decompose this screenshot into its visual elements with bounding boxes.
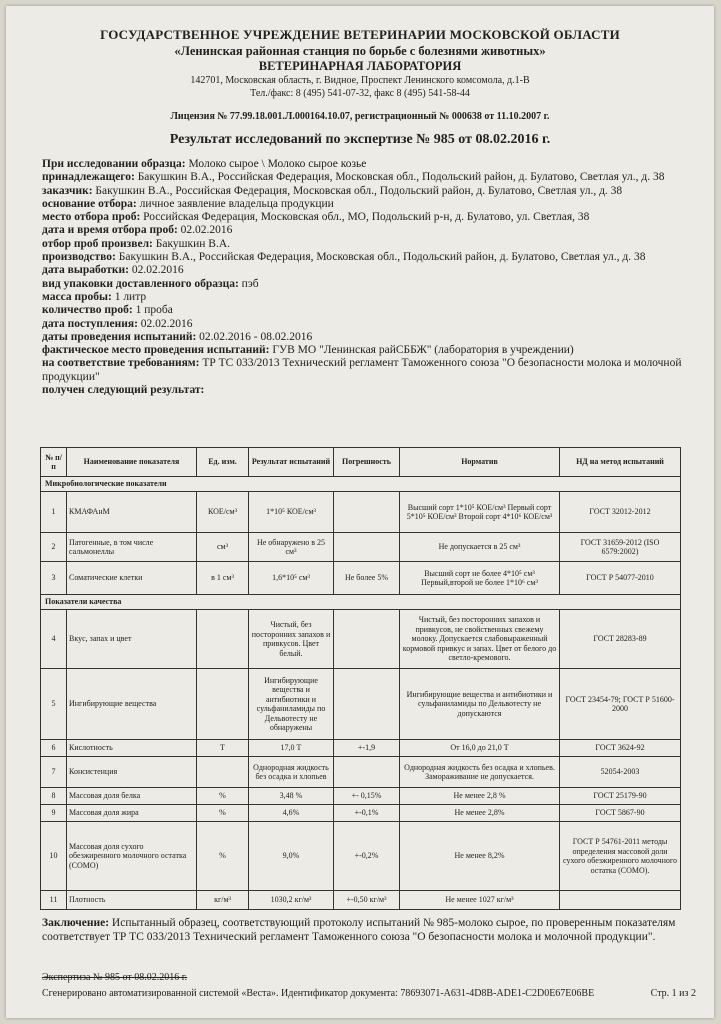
conclusion-text: Испытанный образец, соответствующий протоколу испытаний № 985-молоко сырое, по проверенным показателям соответствует ТР ТС 033/2013 Технический регламент Таможенного союза "О безопасности молока и молочной продукции". <box>42 917 676 943</box>
table-cell: 52054-2003 <box>560 757 681 788</box>
field-value: 02.02.2016 <box>177 224 233 237</box>
field-label: принадлежащего: <box>42 171 135 184</box>
field-value: Российская Федерация, Московская обл., МО, Подольский р-н, д. Булатово, ул. Светлая, 38 <box>140 211 590 224</box>
table-row <box>41 610 681 669</box>
table-row <box>41 533 681 562</box>
station-name: «Ленинская районная станция по борьбе с болезнями животных» <box>174 44 546 58</box>
field-row <box>42 278 690 291</box>
table-cell: От 16,0 до 21,0 Т <box>400 740 560 757</box>
table-cell: Ингибирующие вещества <box>67 669 197 740</box>
table-cell: Патогенные, в том числе сальмонеллы <box>67 533 197 562</box>
field-value: Бакушкин В.А., Российская Федерация, Московская обл., Подольский район, д. Булатово, Светлая ул., д. 38 <box>134 171 665 184</box>
license: Лицензия № 77.99.18.001.Л.000164.10.07, регистрационный № 000638 от 11.10.2007 г. <box>170 111 550 122</box>
column-header: Наименование показателя <box>67 448 197 477</box>
field-value: 02.02.2016 <box>128 264 184 277</box>
lab-name: ВЕТЕРИНАРНАЯ ЛАБОРАТОРИЯ <box>258 59 462 73</box>
expertise-ref: Экспертиза № 985 от 08.02.2016 г. <box>42 972 188 983</box>
field-label: фактическое место проведения испытаний: <box>42 344 270 357</box>
field-row <box>42 158 690 171</box>
table-cell: Вкус, запах и цвет <box>67 610 197 669</box>
table-row <box>41 822 681 891</box>
table-cell: Однородная жидкость без осадка и хлопьев. Замораживание не допускается. <box>400 757 560 788</box>
table-row <box>41 757 681 788</box>
results-table <box>40 447 681 910</box>
field-label: количество проб: <box>42 304 133 317</box>
field-row <box>42 264 690 277</box>
column-header: Ед. изм. <box>197 448 249 477</box>
table-cell: ГОСТ 3624-92 <box>560 740 681 757</box>
table-cell: 3,48 % <box>249 788 334 805</box>
table-cell: % <box>197 822 249 891</box>
table-cell: Высший сорт не более 4*10⁵ см³ Первый,второй не более 1*10⁶ см³ <box>400 562 560 595</box>
field-label: место отбора проб: <box>42 211 141 224</box>
field-label: масса пробы: <box>42 290 112 303</box>
table-cell: Массовая доля жира <box>67 805 197 822</box>
page-number: Стр. 1 из 2 <box>650 988 696 999</box>
table-cell: 9,0% <box>249 822 334 891</box>
field-row <box>42 211 690 224</box>
field-label: основание отбора: <box>42 197 137 210</box>
field-label: производство: <box>42 251 116 264</box>
section-row <box>41 477 681 492</box>
table-cell: 1,6*10⁵ см³ <box>249 562 334 595</box>
table-cell: Не менее 1027 кг/м³ <box>400 891 560 910</box>
column-header: № п/п <box>41 448 67 477</box>
table-cell: в 1 см³ <box>197 562 249 595</box>
table-cell <box>197 757 249 788</box>
table-cell <box>334 669 400 740</box>
table-cell: 4 <box>41 610 67 669</box>
table-cell: 17,0 Т <box>249 740 334 757</box>
table-cell: Не менее 2,8 % <box>400 788 560 805</box>
table-cell: 5 <box>41 669 67 740</box>
field-label: отбор проб произвел: <box>42 237 153 250</box>
table-cell: % <box>197 805 249 822</box>
column-header: Погрешность <box>334 448 400 477</box>
table-row <box>41 492 681 533</box>
table-cell: 11 <box>41 891 67 910</box>
field-value: Бакушкин В.А. <box>152 237 230 250</box>
table-cell: см³ <box>197 533 249 562</box>
table-cell: кг/м³ <box>197 891 249 910</box>
field-label: При исследовании образца: <box>42 158 186 170</box>
document-page <box>6 6 714 1018</box>
table-cell <box>334 492 400 533</box>
table-cell: КМАФАнМ <box>67 492 197 533</box>
table-cell: Т <box>197 740 249 757</box>
table-cell: +- 0,15% <box>334 788 400 805</box>
table-cell: Не менее 2,8% <box>400 805 560 822</box>
table-cell: ГОСТ 28283-89 <box>560 610 681 669</box>
field-row <box>42 224 690 237</box>
section-row <box>41 595 681 610</box>
field-row <box>42 291 690 304</box>
table-cell: +-1,9 <box>334 740 400 757</box>
table-cell: Не более 5% <box>334 562 400 595</box>
org-name: ГОСУДАРСТВЕННОЕ УЧРЕЖДЕНИЕ ВЕТЕРИНАРИИ МОСКОВСКОЙ ОБЛАСТИ <box>100 27 620 42</box>
section-title: Микробиологические показатели <box>41 477 681 492</box>
table-cell: Не менее 8,2% <box>400 822 560 891</box>
table-cell: ГОСТ 25179-90 <box>560 788 681 805</box>
field-label: вид упаковки доставленного образца: <box>42 277 239 290</box>
conclusion <box>42 916 687 944</box>
field-row <box>42 384 690 397</box>
field-row <box>42 171 690 184</box>
table-cell: 7 <box>41 757 67 788</box>
table-cell: ГОСТ 23454-79; ГОСТ Р 51600-2000 <box>560 669 681 740</box>
table-cell: ГОСТ Р 54761-2011 методы определения массовой доли сухого обезжиренного молочного остатка (СОМО). <box>560 822 681 891</box>
field-row <box>42 185 690 198</box>
field-row <box>42 304 690 317</box>
field-row <box>42 344 690 357</box>
table-cell: Кислотность <box>67 740 197 757</box>
column-header: Норматив <box>400 448 560 477</box>
table-cell: Ингибирующие вещества и антибиотики и сульфаниламиды по Дельвотесту не обнаружены <box>249 669 334 740</box>
field-value: личное заявление владельца продукции <box>136 197 334 210</box>
table-row <box>41 805 681 822</box>
table-cell: 8 <box>41 788 67 805</box>
table-cell: 3 <box>41 562 67 595</box>
generated-note: Сгенерировано автоматизированной системой «Веста». Идентификатор документа: 78693071-A631-4D8B-ADE1-C2D0E67E06BE <box>42 988 595 999</box>
field-label: заказчик: <box>42 184 93 197</box>
sample-info <box>42 158 690 397</box>
table-row <box>41 740 681 757</box>
table-cell: Однородная жидкость без осадка и хлопьев <box>249 757 334 788</box>
table-cell: 1030,2 кг/м³ <box>249 891 334 910</box>
document-title: Результат исследований по экспертизе № 985 от 08.02.2016 г. <box>169 132 551 147</box>
table-cell <box>560 891 681 910</box>
table-cell: Массовая доля белка <box>67 788 197 805</box>
field-row <box>42 251 690 264</box>
column-header: Результат испытаний <box>249 448 334 477</box>
field-value: Молоко сырое \ Молоко сырое козье <box>185 158 367 170</box>
field-value: 1 проба <box>132 304 173 317</box>
field-label: дата и время отбора проб: <box>42 224 178 237</box>
column-header: НД на метод испытаний <box>560 448 681 477</box>
table-cell: 1 <box>41 492 67 533</box>
table-cell: 9 <box>41 805 67 822</box>
table-cell: Консистенция <box>67 757 197 788</box>
table-cell: +-0,1% <box>334 805 400 822</box>
table-cell: Чистый, без посторонних запахов и привкусов. Цвет белый. <box>249 610 334 669</box>
table-cell: Высший сорт 1*10⁵ КОЕ/см³ Первый сорт 5*10⁵ КОЕ/см³ Второй сорт 4*10⁶ КОЕ/см³ <box>400 492 560 533</box>
field-label: дата поступления: <box>42 317 138 330</box>
phone: Тел./факс: 8 (495) 541-07-32, факс 8 (495) 541-58-44 <box>250 88 470 99</box>
field-value: Бакушкин В.А., Российская Федерация, Московская обл., Подольский район, д. Булатово, Светлая ул., д. 38 <box>115 251 646 264</box>
table-cell: 2 <box>41 533 67 562</box>
table-cell: Ингибирующие вещества и антибиотики и сульфаниламиды по Дельвотесту не допускаются <box>400 669 560 740</box>
field-label: даты проведения испытаний: <box>42 330 197 343</box>
field-row <box>42 331 690 344</box>
table-row <box>41 891 681 910</box>
table-cell: +-0,2% <box>334 822 400 891</box>
field-row <box>42 318 690 331</box>
section-title: Показатели качества <box>41 595 681 610</box>
field-value: 02.02.2016 <box>137 317 193 330</box>
table-cell: Соматические клетки <box>67 562 197 595</box>
table-cell: 1*10⁵ КОЕ/см³ <box>249 492 334 533</box>
field-value: 02.02.2016 - 08.02.2016 <box>196 330 313 343</box>
table-cell: 6 <box>41 740 67 757</box>
table-cell: Не обнаружено в 25 см³ <box>249 533 334 562</box>
table-cell: ГОСТ 31659-2012 (ISO 6579:2002) <box>560 533 681 562</box>
table-cell: ГОСТ 32012-2012 <box>560 492 681 533</box>
table-cell: Чистый, без посторонних запахов и привкусов, не свойственных свежему молоку. Допускается слабовыраженный кормовой привкус и запах. Цвет от белого до светло-кремового. <box>400 610 560 669</box>
field-value: ТР ТС 033/2013 Технический регламент Таможенного союза "О безопасности молока и молочной продукции" <box>42 357 682 383</box>
field-value: Бакушкин В.А., Российская Федерация, Московская обл., Подольский район, д. Булатово, Светлая ул., д. 38 <box>92 184 623 197</box>
table-cell: 4,6% <box>249 805 334 822</box>
table-cell <box>334 610 400 669</box>
table-row <box>41 669 681 740</box>
table-cell <box>197 610 249 669</box>
table-cell: Плотность <box>67 891 197 910</box>
table-cell: КОЕ/см³ <box>197 492 249 533</box>
field-row <box>42 198 690 211</box>
table-cell <box>197 669 249 740</box>
table-cell: 10 <box>41 822 67 891</box>
address: 142701, Московская область, г. Видное, Проспект Ленинского комсомола, д.1-В <box>190 75 530 86</box>
table-cell: ГОСТ 5867-90 <box>560 805 681 822</box>
table-cell: Массовая доля сухого обезжиренного молочного остатка (СОМО) <box>67 822 197 891</box>
table-cell <box>334 757 400 788</box>
field-label: получен следующий результат: <box>42 384 205 397</box>
field-row <box>42 238 690 251</box>
table-cell <box>334 533 400 562</box>
field-value: пэб <box>238 277 259 290</box>
field-value: 1 литр <box>111 290 147 303</box>
field-row <box>42 357 690 384</box>
table-row <box>41 788 681 805</box>
table-cell: % <box>197 788 249 805</box>
table-cell: +-0,50 кг/м³ <box>334 891 400 910</box>
table-row <box>41 562 681 595</box>
table-cell: Не допускается в 25 см³ <box>400 533 560 562</box>
field-value: ГУВ МО "Ленинская райСББЖ" (лаборатория в учреждении) <box>269 344 574 357</box>
field-label: на соответствие требованиям: <box>42 357 200 370</box>
field-label: дата выработки: <box>42 264 129 277</box>
table-cell: ГОСТ Р 54077-2010 <box>560 562 681 595</box>
conclusion-label: Заключение: <box>42 917 110 929</box>
